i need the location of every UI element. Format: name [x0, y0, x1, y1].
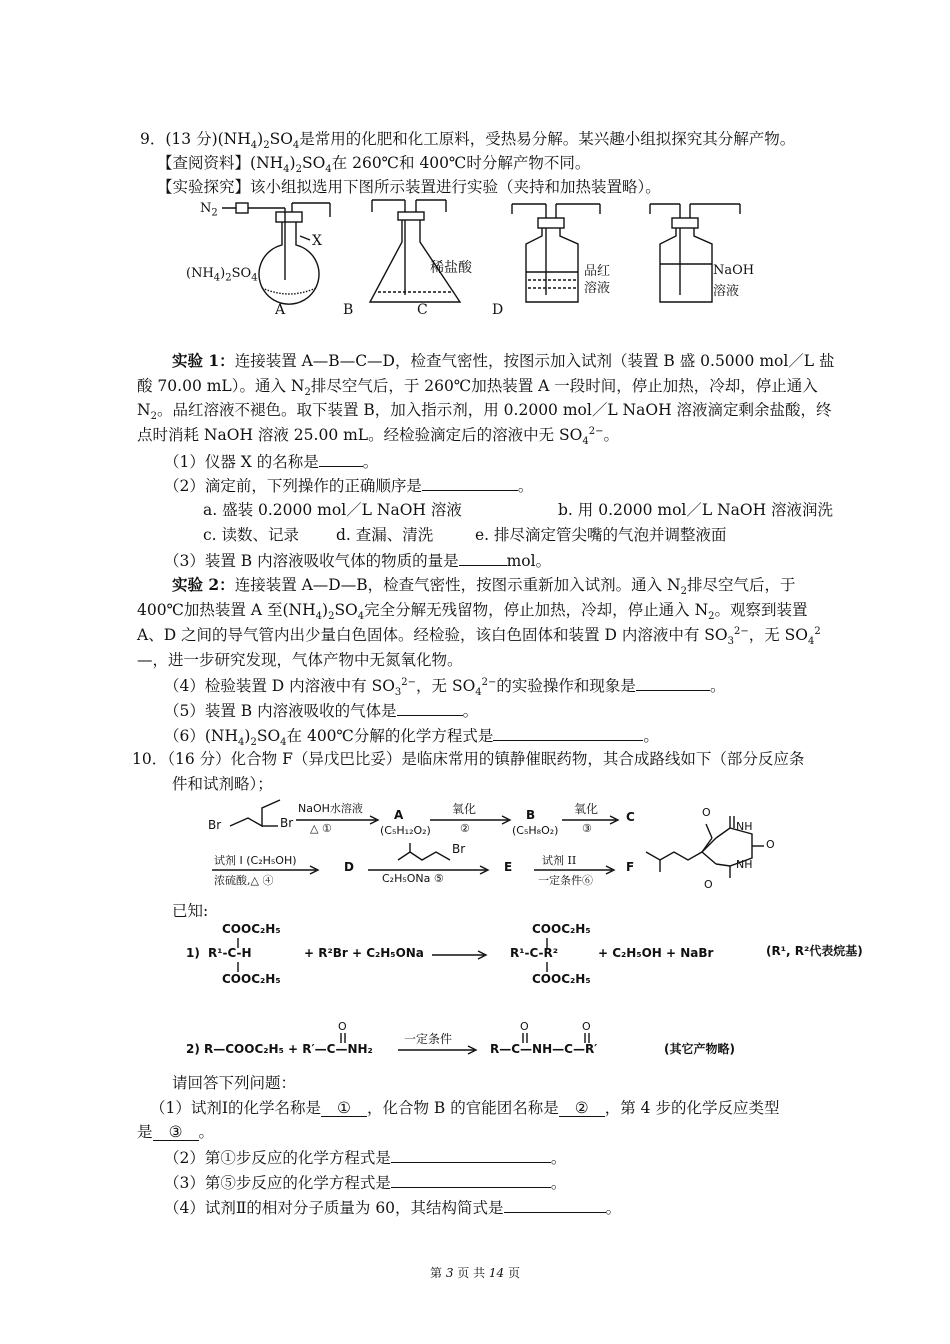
q10-ask: 请回答下列问题：	[172, 1074, 297, 1092]
c-reagent-label-2: 溶液	[584, 281, 611, 296]
q9-number: 9．	[140, 130, 166, 148]
k1-top-ester: COOC₂H₅	[222, 922, 281, 936]
compound-d: D	[344, 860, 354, 874]
q10-line2: 件和试剂略）；	[172, 775, 273, 793]
f-oxygen-3: O	[704, 878, 713, 891]
step5-condition: C₂H₅ONa ⑤	[382, 872, 444, 885]
k1-product: R¹-C-R²	[510, 946, 559, 960]
k1-reactant: R¹-C-H	[208, 946, 252, 960]
dibromide-skeleton	[230, 800, 280, 826]
k1-num: 1)	[186, 946, 200, 960]
letter-d: D	[492, 302, 504, 318]
q10-sub1-cont: 是 ③ 。	[137, 1123, 215, 1141]
option-e: e. 排尽滴定管尖嘴的气泡并调整液面	[475, 526, 727, 544]
answer-blank-eq5[interactable]	[391, 1171, 551, 1188]
q9-reference-line: 【查阅资料】$(NH_4)_2SO_4$在 260℃和 400℃时分解产物不同。	[157, 154, 591, 176]
letter-b: B	[343, 302, 354, 318]
exp2-line1: 实验 2：连接装置 A—D—B，检查气密性，按图示重新加入试剂。通入 $N_2$排尽空气后，于	[172, 575, 796, 598]
letter-a: A	[275, 302, 286, 318]
f-nh-1: NH	[736, 820, 753, 833]
option-a: a. 盛装 0.2000 mol／L NaOH 溶液	[203, 501, 462, 519]
n2-label: $N_2$	[200, 201, 218, 219]
k1-product-top: COOC₂H₅	[532, 922, 591, 936]
q9-sub5: （5）装置 B 内溶液吸收的气体是 。	[164, 699, 478, 722]
step4-condition: 试剂 I (C₂H₅OH)	[214, 854, 297, 867]
k2-condition: 一定条件	[404, 1032, 453, 1046]
d-reagent-label-2: 溶液	[713, 284, 740, 299]
q10-sub1: （1）试剂Ⅰ的化学名称是 ① ，化合物 B 的官能团名称是 ② ，第 4 步的化学反应类型	[150, 1099, 780, 1117]
x-label: X	[312, 233, 322, 249]
q10-number: 10．	[132, 750, 168, 768]
step1-label: △ ①	[310, 822, 332, 835]
known-label: 已知:	[172, 902, 209, 920]
step3-label: ③	[582, 822, 592, 835]
exp2-line2: 400℃加热装置 A 至$(NH_4)_2SO_4$完全分解无残留物，停止加热，冷却，停止通入 $N_2$。观察到装置	[137, 601, 808, 623]
k1-product-bottom: COOC₂H₅	[532, 972, 591, 986]
compound-a: A	[394, 808, 404, 822]
k2-oxygen-3: O	[582, 1020, 591, 1033]
q9-line1: 9．(13 分)$(NH_4)_2SO_4$是常用的化肥和化工原料，受热易分解。某兴趣小组拟探究其分解产物。	[140, 130, 796, 152]
option-c: c. 读数、记录	[203, 526, 300, 544]
exp1-line4: 点时消耗 NaOH 溶液 25.00 mL。经检验滴定后的溶液中无 $SO_4^{2-}$。	[137, 425, 619, 448]
exp1-line2: 酸 70.00 mL）。通入 $N_2$排尽空气后，于 260℃加热装置 A 一段时间，停止加热，冷却，停止通入	[137, 377, 818, 399]
f-nh-2: NH	[736, 858, 753, 871]
q9-sub3: （3）装置 B 内溶液吸收气体的物质的量是 mol。	[164, 549, 551, 572]
k1-byproducts: + C₂H₅OH + NaBr	[598, 946, 714, 960]
c-reagent-label-1: 品红	[584, 264, 611, 279]
step1-condition: NaOH水溶液	[298, 802, 363, 815]
letter-c: C	[417, 302, 428, 318]
page-footer: 第 3 页 共 14 页	[429, 1266, 521, 1280]
step3-condition: 氧化	[574, 802, 599, 816]
q9-sub6: $(6)(NH_4)_2SO_4$在 400℃分解的化学方程式是 。	[164, 724, 659, 747]
step2-condition: 氧化	[452, 802, 477, 816]
exp2-line4: —，进一步研究发现，气体产物中无氮氧化物。	[137, 651, 463, 669]
answer-blank-1[interactable]: ①	[321, 1100, 367, 1117]
k1-note: (R¹, R²代表烷基)	[766, 944, 863, 958]
q9-sub1: （1）仪器 X 的名称是 。	[164, 450, 378, 473]
q10-sub3: （3）第⑤步反应的化学方程式是 。	[164, 1171, 566, 1194]
k2-oxygen-1: O	[338, 1020, 347, 1033]
f-oxygen-2: O	[766, 838, 775, 851]
step2-label: ②	[460, 822, 470, 835]
step6-condition: 试剂 II	[542, 854, 577, 867]
q10-sub2: （2）第①步反应的化学方程式是 。	[164, 1146, 566, 1169]
q10-line1: 10．（16 分）化合物 F（异戊巴比妥）是临床常用的镇静催眠药物，其合成路线如下（部分反应条	[132, 750, 805, 768]
compound-b: B	[526, 808, 536, 822]
scheme-br-1: Br	[208, 818, 222, 832]
step6-label: 一定条件⑥	[538, 874, 593, 887]
option-b: b. 用 0.2000 mol／L NaOH 溶液润洗	[558, 501, 834, 519]
d-reagent-label-1: NaOH	[713, 263, 755, 278]
compound-e: E	[504, 860, 513, 874]
page-number: 3	[445, 1266, 454, 1280]
q9-sub4: （4）检验装置 D 内溶液中有 $SO_3^{2-}$，无 $SO_4^{2-}$的实验操作和现象是 。	[164, 674, 725, 697]
option-d: d. 查漏、清洗	[336, 526, 434, 544]
compound-a-formula: (C₅H₁₂O₂)	[380, 824, 431, 837]
k1-bottom-ester: COOC₂H₅	[222, 972, 281, 986]
flask-reagent-label: $(NH_4)_2SO_4$	[186, 266, 258, 284]
k2-product: R—C—NH—C—R′	[490, 1042, 598, 1056]
q9-experiment-line: 【实验探究】该小组拟选用下图所示装置进行实验（夹持和加热装置略）。	[157, 178, 661, 196]
compound-f: F	[626, 860, 635, 874]
answer-blank-2[interactable]: ②	[559, 1100, 605, 1117]
answer-blank-3[interactable]: ③	[153, 1124, 199, 1141]
compound-c: C	[626, 810, 635, 824]
page-total: 14	[488, 1266, 505, 1280]
exp1-line1: 实验 1：连接装置 A—B—C—D，检查气密性，按图示加入试剂（装置 B 盛 0.5000 mol／L 盐	[172, 351, 835, 370]
b-reagent-label: 稀盐酸	[430, 260, 472, 276]
exp2-line3: A、D 之间的导气管内出少量白色固体。经检验，该白色固体和装置 D 内溶液中有 $SO_3^{2-}$，无 $SO_4^2$	[137, 625, 821, 648]
q9-sub2: （2）滴定前，下列操作的正确顺序是 。	[164, 474, 533, 497]
f-oxygen-1: O	[702, 806, 711, 819]
answer-blank-structure[interactable]	[504, 1196, 606, 1213]
k2-reactants: 2) R—COOC₂H₅ + R′—C—NH₂	[186, 1042, 373, 1056]
answer-blank-eq1[interactable]	[391, 1146, 551, 1163]
isopentyl-bromide	[398, 852, 450, 860]
reagent-br: Br	[452, 842, 466, 856]
scheme-br-2: Br	[280, 816, 294, 830]
k1-reagents: + R²Br + C₂H₅ONa	[304, 946, 424, 960]
q10-sub4: （4）试剂Ⅱ的相对分子质量为 60，其结构简式是 。	[164, 1196, 621, 1219]
step4-label: 浓硫酸,△ ④	[214, 874, 274, 887]
exp1-line3: $N_2$。品红溶液不褪色。取下装置 B，加入指示剂，用 0.2000 mol／L NaOH 溶液滴定剩余盐酸，终	[137, 401, 832, 423]
k2-oxygen-2: O	[520, 1020, 529, 1033]
product-f-chain	[646, 852, 702, 860]
compound-b-formula: (C₅H₈O₂)	[512, 824, 559, 837]
k2-note: (其它产物略)	[664, 1042, 735, 1056]
